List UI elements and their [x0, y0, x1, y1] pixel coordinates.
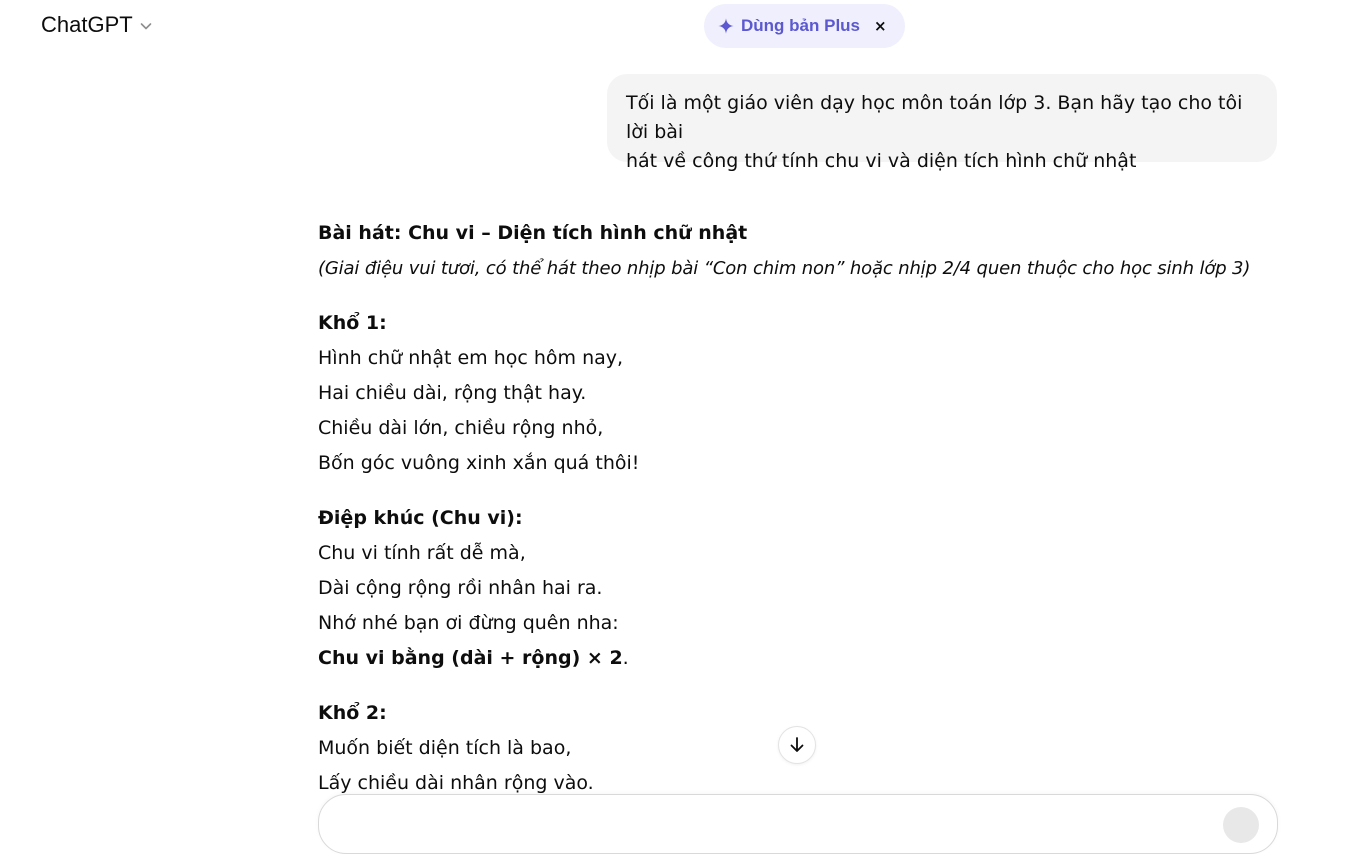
- chorus-formula: Chu vi bằng (dài + rộng) × 2: [318, 647, 623, 669]
- verse2-line: Lấy chiều dài nhân rộng vào.: [318, 772, 594, 794]
- user-message-line: hát về công thứ tính chu vi và diện tích hình chữ nhật: [626, 150, 1137, 172]
- user-message-bubble: [607, 74, 1277, 172]
- chorus-line: Nhớ nhé bạn ơi đừng quên nha:: [318, 612, 619, 634]
- composer-action-button[interactable]: [1223, 807, 1259, 843]
- arrow-down-icon: [787, 735, 807, 755]
- verse2-line: Muốn biết diện tích là bao,: [318, 737, 572, 759]
- chorus-line: Dài cộng rộng rồi nhân hai ra.: [318, 577, 603, 599]
- verse1-heading: Khổ 1:: [318, 312, 387, 334]
- message-composer[interactable]: [318, 794, 1278, 854]
- verse1-line: Chiều dài lớn, chiều rộng nhỏ,: [318, 417, 604, 439]
- close-icon[interactable]: ×: [874, 17, 887, 35]
- song-title: Bài hát: Chu vi – Diện tích hình chữ nhật: [318, 222, 748, 244]
- verse1-line: Bốn góc vuông xinh xắn quá thôi!: [318, 452, 640, 474]
- scroll-to-bottom-button[interactable]: [778, 726, 816, 764]
- chorus-formula-end: .: [622, 647, 629, 669]
- chevron-down-icon: [139, 19, 153, 33]
- user-message-line: Tối là một giáo viên dạy học môn toán lớp 3. Bạn hãy tạo cho tôi lời bài: [626, 92, 1243, 143]
- sparkle-icon: [717, 17, 735, 35]
- song-subtitle: (Giai điệu vui tươi, có thể hát theo nhịp bài “Con chim non” hoặc nhịp 2/4 quen thuộc cho học sinh lớp 3): [318, 258, 1251, 279]
- upgrade-plus-button[interactable]: [717, 16, 860, 36]
- verse1-line: Hai chiều dài, rộng thật hay.: [318, 382, 587, 404]
- verse2-heading: Khổ 2:: [318, 702, 387, 724]
- app-title: ChatGPT: [41, 12, 133, 37]
- upgrade-plus-label: Dùng bản Plus: [741, 16, 860, 35]
- chorus-heading: Điệp khúc (Chu vi):: [318, 507, 523, 529]
- model-selector[interactable]: [41, 12, 153, 38]
- upgrade-pill: [704, 4, 905, 48]
- assistant-response: [318, 216, 1278, 801]
- verse1-line: Hình chữ nhật em học hôm nay,: [318, 347, 624, 369]
- chorus-line: Chu vi tính rất dễ mà,: [318, 542, 526, 564]
- chorus-formula-line: [318, 641, 1278, 676]
